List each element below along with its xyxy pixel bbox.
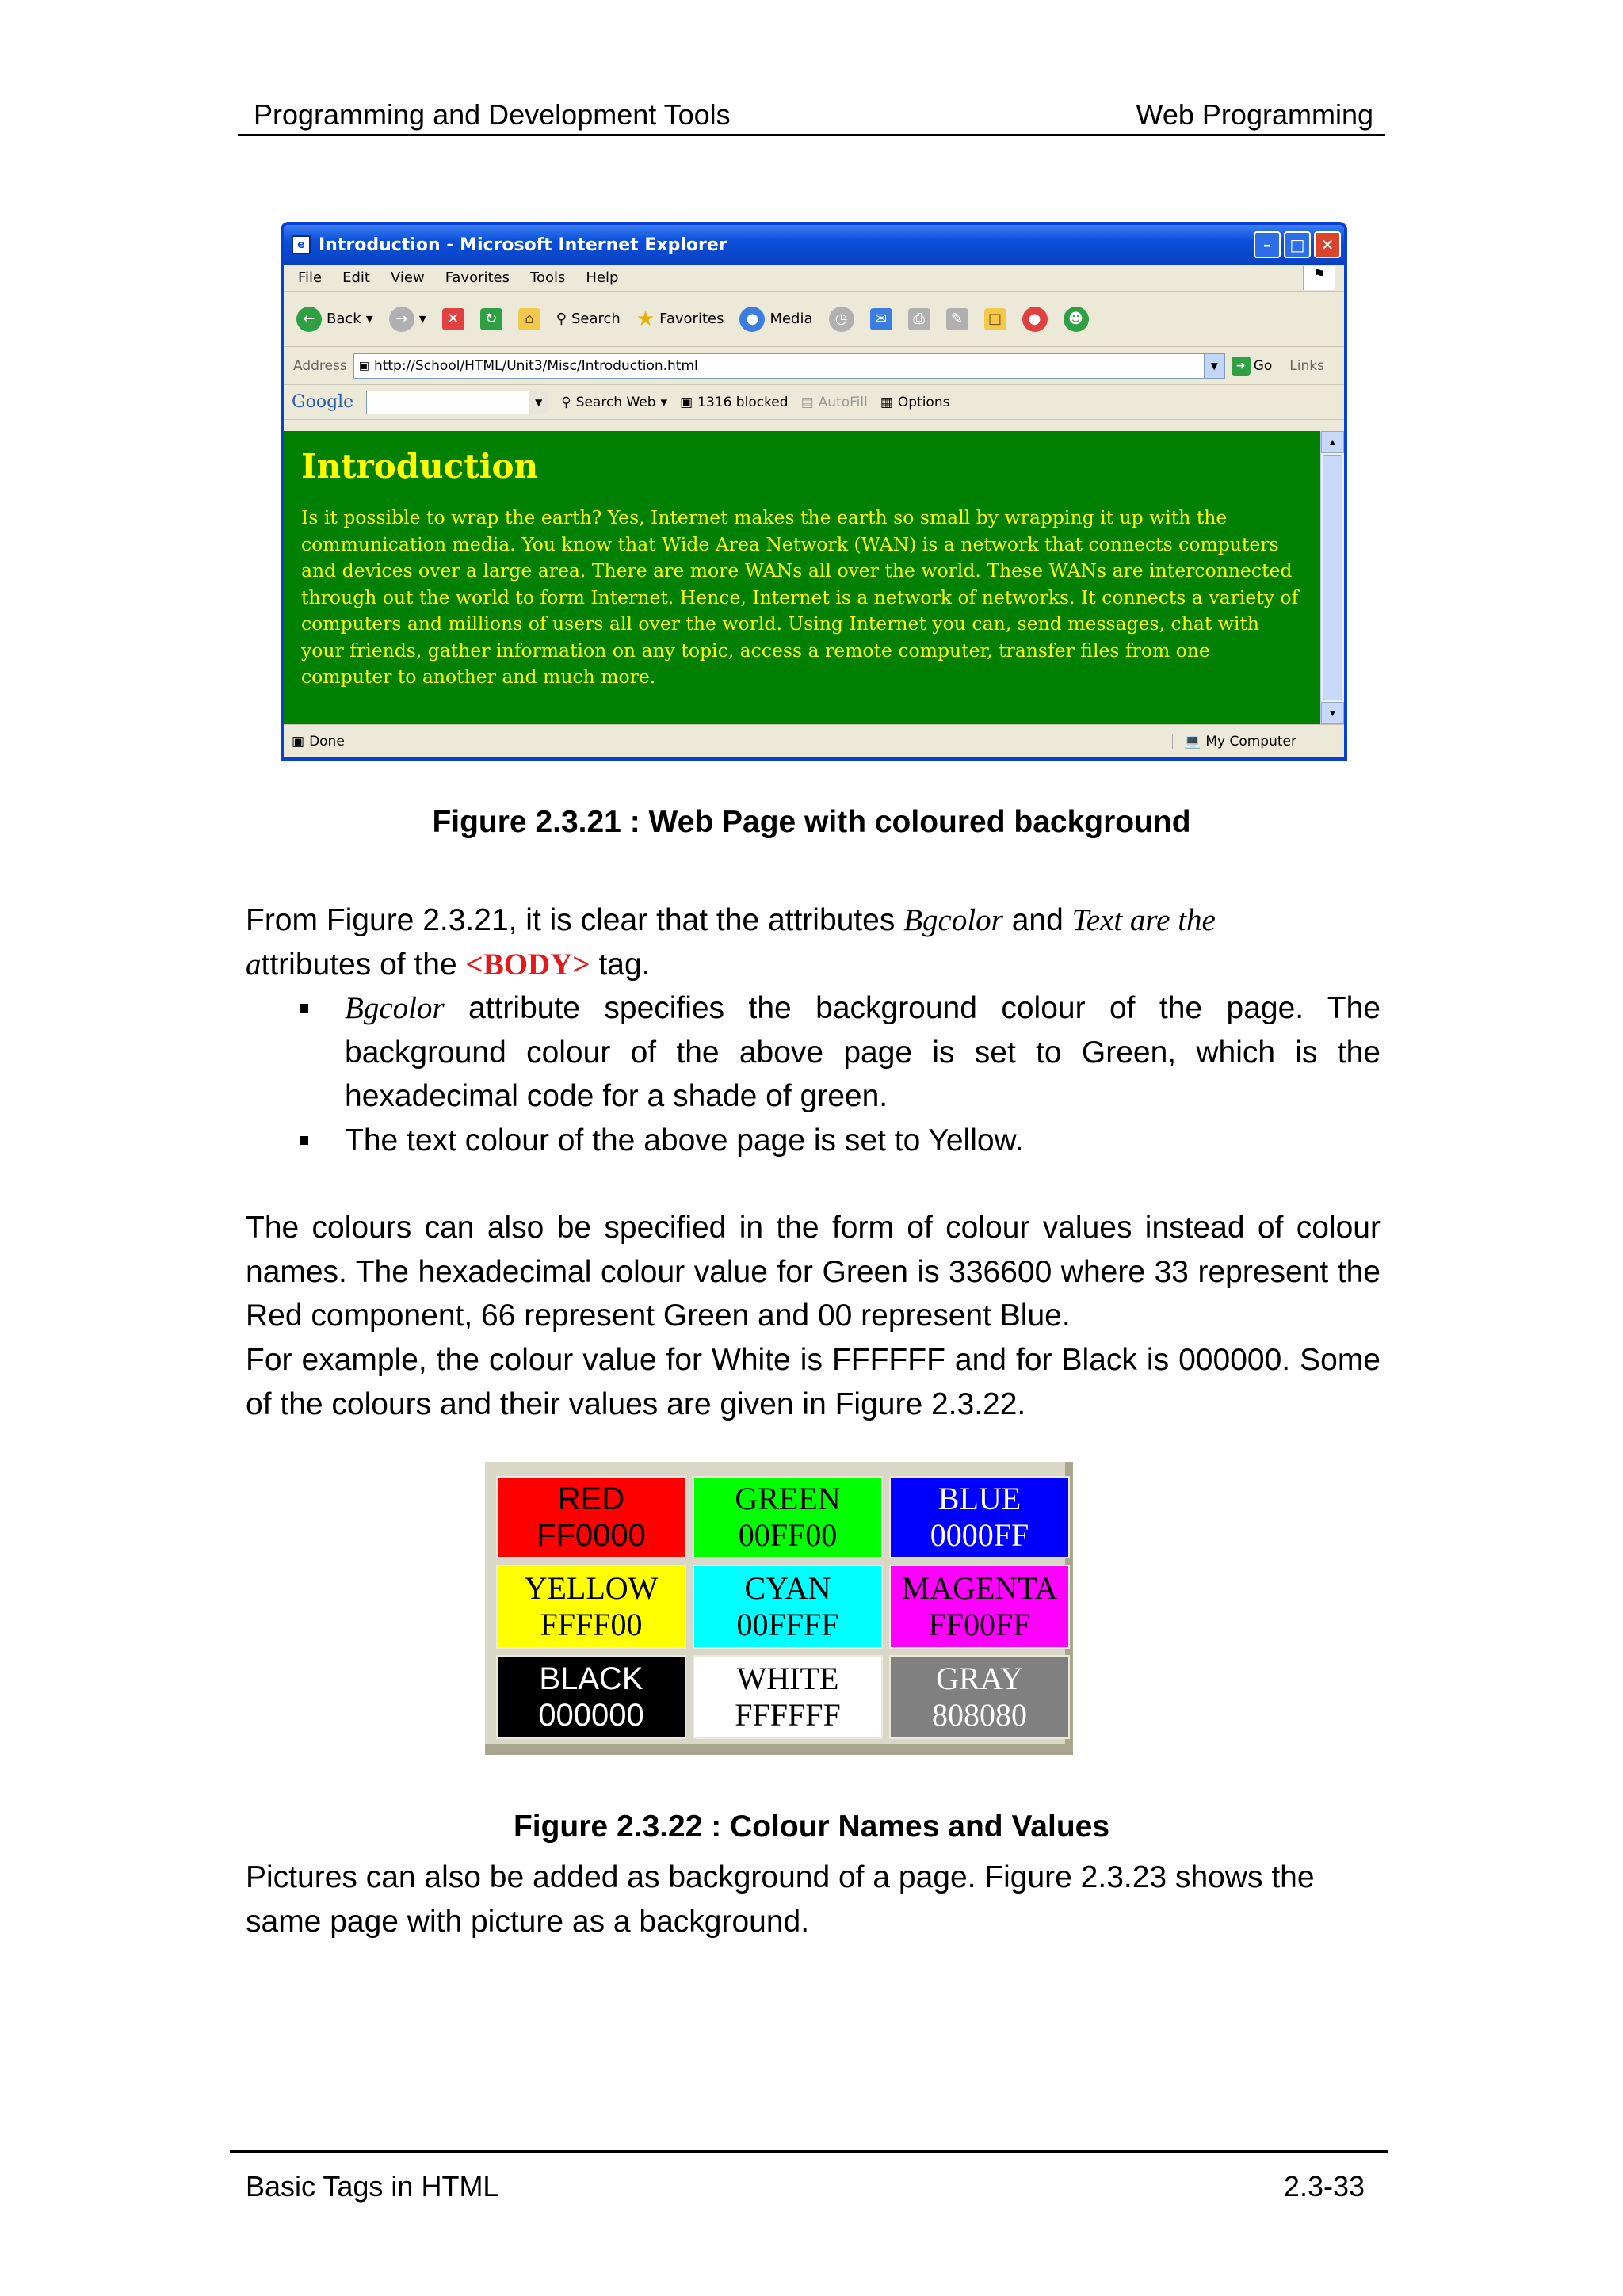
google-logo[interactable]: Google xyxy=(292,392,354,412)
colour-cell-blue xyxy=(889,1476,1070,1558)
status-page-icon: ▣ xyxy=(292,733,305,749)
bullet-list xyxy=(246,986,1381,1162)
close-icon[interactable]: ✕ xyxy=(1314,231,1341,258)
autofill-button[interactable]: ▤ AutoFill xyxy=(800,394,868,410)
footer-left: Basic Tags in HTML xyxy=(246,2170,499,2203)
media-icon: ● xyxy=(739,307,765,332)
discuss-icon[interactable]: □ xyxy=(984,308,1006,330)
ie-icon: e xyxy=(292,235,311,254)
google-search-input[interactable] xyxy=(366,391,548,414)
edit-icon[interactable]: ✎ xyxy=(946,308,968,330)
messenger-icon[interactable]: ● xyxy=(1022,307,1048,332)
autofill-icon: ▤ xyxy=(800,394,814,410)
menu-help[interactable]: Help xyxy=(586,269,619,286)
go-arrow-icon: ➜ xyxy=(1232,357,1251,376)
colour-cell-magenta xyxy=(889,1565,1070,1649)
windows-logo-icon: ⚑ xyxy=(1303,266,1335,290)
colour-value: 00FF00 xyxy=(738,1517,838,1553)
figure-caption-1: Figure 2.3.21 : Web Page with coloured background xyxy=(432,805,1191,839)
refresh-icon[interactable]: ↻ xyxy=(480,308,502,330)
paragraph-3: For example, the colour value for White is FFFFFF and for Black is 000000. Some of the colours and their values are given in Figure 2.3.22. xyxy=(246,1343,1381,1421)
colour-value: FF00FF xyxy=(928,1607,1031,1642)
colour-value: FFFFFF xyxy=(735,1697,841,1733)
status-text: Done xyxy=(309,733,345,749)
back-button[interactable]: ← Back ▾ xyxy=(296,307,373,332)
colour-cell-gray xyxy=(889,1655,1070,1739)
colour-cell-red xyxy=(496,1476,686,1558)
vertical-scrollbar[interactable] xyxy=(1320,431,1344,724)
computer-icon: 💻 xyxy=(1184,733,1201,749)
menu-file[interactable]: File xyxy=(298,269,323,286)
colour-value: 00FFFF xyxy=(736,1607,839,1642)
popup-icon: ▣ xyxy=(680,394,693,410)
page-number: 2.3-33 xyxy=(1283,2170,1365,2203)
colour-name: RED xyxy=(557,1482,625,1516)
page-icon: ▣ xyxy=(358,359,369,372)
forward-arrow-icon: → xyxy=(389,307,414,332)
page-footer xyxy=(230,2150,1388,2203)
colour-cell-green xyxy=(693,1476,883,1558)
menu-edit[interactable]: Edit xyxy=(342,269,370,286)
address-bar xyxy=(284,347,1344,385)
menu-view[interactable]: View xyxy=(390,269,425,286)
contacts-icon[interactable]: ☻ xyxy=(1064,307,1089,332)
minimize-icon[interactable]: – xyxy=(1254,231,1281,258)
colour-name: GRAY xyxy=(936,1661,1023,1696)
web-page-content xyxy=(284,431,1320,724)
colour-value: 0000FF xyxy=(930,1517,1029,1553)
colour-cell-black xyxy=(496,1655,686,1739)
browser-window-screenshot xyxy=(281,222,1347,761)
bullet-item: The text colour of the above page is set to Yellow. xyxy=(246,1119,1381,1163)
colour-name: WHITE xyxy=(736,1661,839,1696)
colour-value: 808080 xyxy=(932,1697,1027,1733)
address-url: http://School/HTML/Unit3/Misc/Introduction.html xyxy=(373,357,698,374)
mail-icon[interactable]: ✉ xyxy=(870,308,892,330)
search-button[interactable]: ⚲ Search xyxy=(556,311,621,327)
colour-name: YELLOW xyxy=(524,1570,659,1606)
page-header xyxy=(238,97,1385,136)
scroll-down-icon[interactable]: ▼ xyxy=(1321,702,1344,724)
links-button[interactable]: Links xyxy=(1289,357,1324,374)
colour-cell-yellow xyxy=(496,1565,686,1649)
colour-table xyxy=(485,1462,1073,1755)
print-icon[interactable]: ⎙ xyxy=(908,308,930,330)
menu-tools[interactable]: Tools xyxy=(530,269,566,286)
colour-value: FFFF00 xyxy=(540,1607,643,1642)
colour-name: MAGENTA xyxy=(901,1570,1058,1606)
chevron-down-icon[interactable]: ▼ xyxy=(1204,354,1224,378)
back-arrow-icon: ← xyxy=(296,307,322,332)
colour-name: CYAN xyxy=(744,1570,831,1606)
scroll-up-icon[interactable]: ▲ xyxy=(1321,431,1344,453)
header-left: Programming and Development Tools xyxy=(254,98,731,131)
options-button[interactable]: ▦ Options xyxy=(880,394,950,410)
menu-bar xyxy=(284,265,1344,292)
browser-title: Introduction - Microsoft Internet Explorer xyxy=(319,235,727,255)
paragraph-1: From Figure 2.3.21, it is clear that the attributes Bgcolor and Text are the attributes of the <BODY> tag. xyxy=(246,903,1216,982)
forward-button[interactable]: → ▾ xyxy=(389,307,426,332)
bullet-item: Bgcolor attribute specifies the background colour of the page. The background colour of the above page is set to Green, which is the hexadecimal code for a shade of green. xyxy=(246,986,1381,1119)
body-tag: <BODY> xyxy=(465,947,590,982)
stop-icon[interactable]: ✕ xyxy=(442,308,464,330)
scroll-thumb[interactable] xyxy=(1323,455,1342,700)
search-web-button[interactable]: ⚲ Search Web ▾ xyxy=(561,394,668,410)
star-icon: ★ xyxy=(636,307,655,331)
colour-cell-cyan xyxy=(693,1565,883,1649)
maximize-icon[interactable]: □ xyxy=(1284,231,1311,258)
menu-favorites[interactable]: Favorites xyxy=(445,269,510,286)
toolbar xyxy=(284,292,1344,347)
colour-name: GREEN xyxy=(735,1481,841,1516)
favorites-button[interactable]: ★ Favorites xyxy=(636,307,724,331)
history-icon[interactable]: ◷ xyxy=(829,307,854,332)
home-icon[interactable]: ⌂ xyxy=(518,308,540,330)
search-icon: ⚲ xyxy=(556,311,567,327)
paragraph-4: Pictures can also be added as background of a page. Figure 2.3.23 shows the same page with picture as a background. xyxy=(246,1860,1315,1939)
address-field[interactable] xyxy=(353,353,1225,379)
popup-blocker[interactable]: ▣ 1316 blocked xyxy=(680,394,789,410)
chevron-down-icon[interactable]: ▼ xyxy=(529,391,548,414)
colour-value: FF0000 xyxy=(537,1518,646,1553)
page-heading: Introduction xyxy=(301,447,539,486)
colour-value: 000000 xyxy=(538,1698,644,1733)
go-button[interactable]: ➜ Go xyxy=(1232,357,1273,376)
figure-caption-2: Figure 2.3.22 : Colour Names and Values xyxy=(513,1810,1110,1844)
colour-name: BLACK xyxy=(539,1661,643,1696)
colour-name: BLUE xyxy=(938,1481,1022,1516)
browser-title-bar xyxy=(284,225,1344,265)
google-toolbar xyxy=(284,385,1344,420)
page-paragraph: Is it possible to wrap the earth? Yes, Internet makes the earth so small by wrapping it up with the communication media. You know that Wide Area Network (WAN) is a network that connects computers and devices over a large area. There are more WANs all over the world. These WANs are interconnected through out the world to form Internet. Hence, Internet is a network of networks. It connects a variety of computers and millions of users all over the world. Using Internet you can, send messages, chat with your friends, gather information on any topic, access a remote computer, transfer files from one computer to another and much more. xyxy=(301,506,1299,688)
options-icon: ▦ xyxy=(880,394,893,410)
search-web-icon: ⚲ xyxy=(561,394,571,410)
paragraph-2: The colours can also be specified in the form of colour values instead of colour names. The hexadecimal colour value for Green is 336600 where 33 represent the Red component, 66 represent Green and 00 represent Blue. xyxy=(246,1211,1381,1333)
status-bar xyxy=(284,724,1344,757)
header-right: Web Programming xyxy=(1136,98,1373,131)
media-button[interactable]: ● Media xyxy=(739,307,812,332)
status-zone: 💻 My Computer xyxy=(1172,734,1296,749)
address-label: Address xyxy=(293,357,347,374)
colour-cell-white xyxy=(693,1655,883,1739)
